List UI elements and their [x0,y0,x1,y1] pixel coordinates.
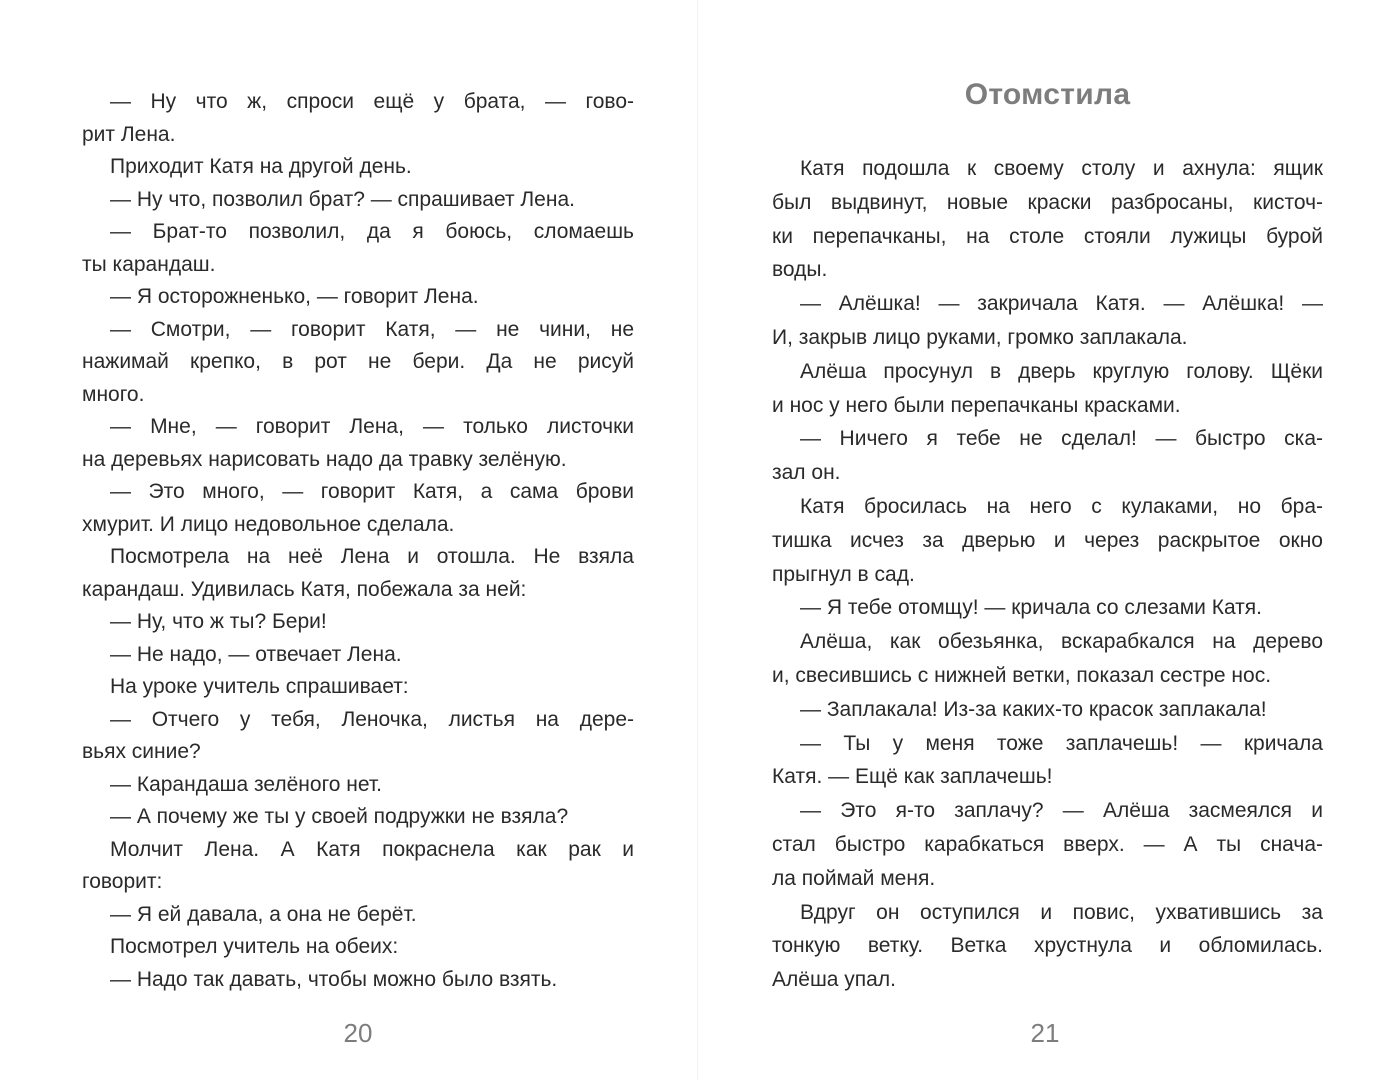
text-line: На уроке учитель спрашивает: [110,675,409,698]
paragraph [82,411,634,476]
text-line: — Брат-то позволил, да я боюсь, сломаешь [110,220,634,243]
text-line: — Мне, — говорит Лена, — только листочки [110,415,634,438]
paragraph [772,490,1323,591]
left-page-text [82,86,634,996]
text-line: ла поймай меня. [772,866,936,890]
text-line: — Ну, что ж ты? Бери! [110,610,327,633]
text-line: Катя бросилась на него с кулаками, но бра- [800,494,1323,518]
text-line: был выдвинут, новые краски разбросаны, кисточ- [772,190,1323,214]
text-line: — Я тебе отомщу! — кричала со слезами Катя. [800,596,1262,620]
paragraph [82,184,634,217]
text-line: много. [82,382,145,406]
text-line: тишка исчез за дверью и через раскрытое окно [772,528,1323,552]
text-line: тонкую ветку. Ветка хрустнула и обломилась. [772,934,1323,958]
text-line: вьях синие? [82,740,201,763]
text-line: Посмотрела на неё Лена и отошла. Не взяла [110,545,634,568]
text-line: — Алёшка! — закричала Катя. — Алёшка! — [800,292,1323,316]
text-line: — Ничего я тебе не сделал! — быстро ска- [800,427,1323,451]
paragraph [82,931,634,964]
page-number: 21 [1030,1018,1060,1048]
paragraph [82,86,634,151]
text-line: — Отчего у тебя, Леночка, листья на дере- [110,707,634,731]
text-line: говорит: [82,870,163,893]
left-page [82,0,634,1080]
right-page-text [772,152,1323,997]
paragraph [82,834,634,899]
text-line: — Ну что ж, спроси ещё у брата, — гово- [110,90,634,113]
text-line: карандаш. Удивилась Катя, побежала за ней: [82,577,527,601]
text-line: и, свесившись с нижней ветки, показал сестре нос. [772,663,1272,687]
paragraph [82,606,634,639]
paragraph [82,216,634,281]
text-line: — Это много, — говорит Катя, а сама брови [110,480,634,503]
text-line: — Не надо, — отвечает Лена. [110,642,402,666]
text-line: хмурит. И лицо недовольное сделала. [82,512,455,536]
text-line: — Смотри, — говорит Катя, — не чини, не [110,317,634,341]
text-line: — Я ей давала, а она не берёт. [110,902,417,926]
text-line: Алёша, как обезьянка, вскарабкался на дерево [800,630,1323,654]
text-line: на деревьях нарисовать надо да травку зелёную. [82,447,567,471]
text-line: Молчит Лена. А Катя покраснела как рак и [110,837,634,861]
text-line: — Это я-то заплачу? — Алёша засмеялся и [800,799,1323,823]
paragraph [772,591,1323,625]
text-line: Катя подошла к своему столу и ахнула: ящик [800,157,1323,180]
page-number: 20 [343,1018,373,1048]
paragraph [772,355,1323,423]
text-line: — Я осторожненько, — говорит Лена. [110,285,479,308]
text-line: Алёша просунул в дверь круглую голову. Щёки [800,359,1323,383]
paragraph [82,281,634,314]
paragraph [82,541,634,606]
book-gutter [697,0,698,1080]
paragraph [82,151,634,184]
text-line: — А почему же ты у своей подружки не взяла? [110,805,569,828]
paragraph [82,639,634,672]
paragraph [82,964,634,997]
text-line: — Заплакала! Из-за каких-то красок заплакала! [800,697,1267,721]
text-line: и нос у него были перепачканы красками. [772,393,1181,417]
paragraph [772,794,1323,895]
paragraph [772,727,1323,795]
text-line: зал он. [772,461,841,485]
text-line: И, закрыв лицо руками, громко заплакала. [772,325,1188,349]
text-line: — Ты у меня тоже заплачешь! — кричала [800,731,1323,755]
paragraph [772,693,1323,727]
text-line: Алёша упал. [772,968,896,992]
paragraph [82,671,634,704]
paragraph [82,899,634,932]
text-line: Приходит Катя на другой день. [110,155,412,178]
paragraph [772,152,1323,287]
text-line: рит Лена. [82,122,176,146]
text-line: — Ну что, позволил брат? — спрашивает Лена. [110,187,575,211]
paragraph [772,896,1323,997]
text-line: стал быстро карабкаться вверх. — А ты снача- [772,832,1323,856]
paragraph [82,314,634,412]
text-line: — Надо так давать, чтобы можно было взять. [110,967,558,991]
paragraph [772,625,1323,693]
text-line: — Карандаша зелёного нет. [110,772,382,796]
text-line: нажимай крепко, в рот не бери. Да не рисуй [82,350,634,373]
paragraph [82,769,634,802]
text-line: воды. [772,258,828,282]
paragraph [772,287,1323,355]
right-page [772,0,1323,1080]
text-line: ки перепачканы, на столе стояли лужицы бурой [772,224,1323,248]
paragraph [772,422,1323,490]
chapter-title: Отомстила [964,78,1131,111]
text-line: Посмотрел учитель на обеих: [110,935,399,958]
text-line: ты карандаш. [82,252,216,276]
paragraph [82,476,634,541]
text-line: Вдруг он оступился и повис, ухватившись за [800,900,1323,924]
text-line: Катя. — Ещё как заплачешь! [772,765,1053,789]
paragraph [82,704,634,769]
text-line: прыгнул в сад. [772,562,915,586]
paragraph [82,801,634,834]
